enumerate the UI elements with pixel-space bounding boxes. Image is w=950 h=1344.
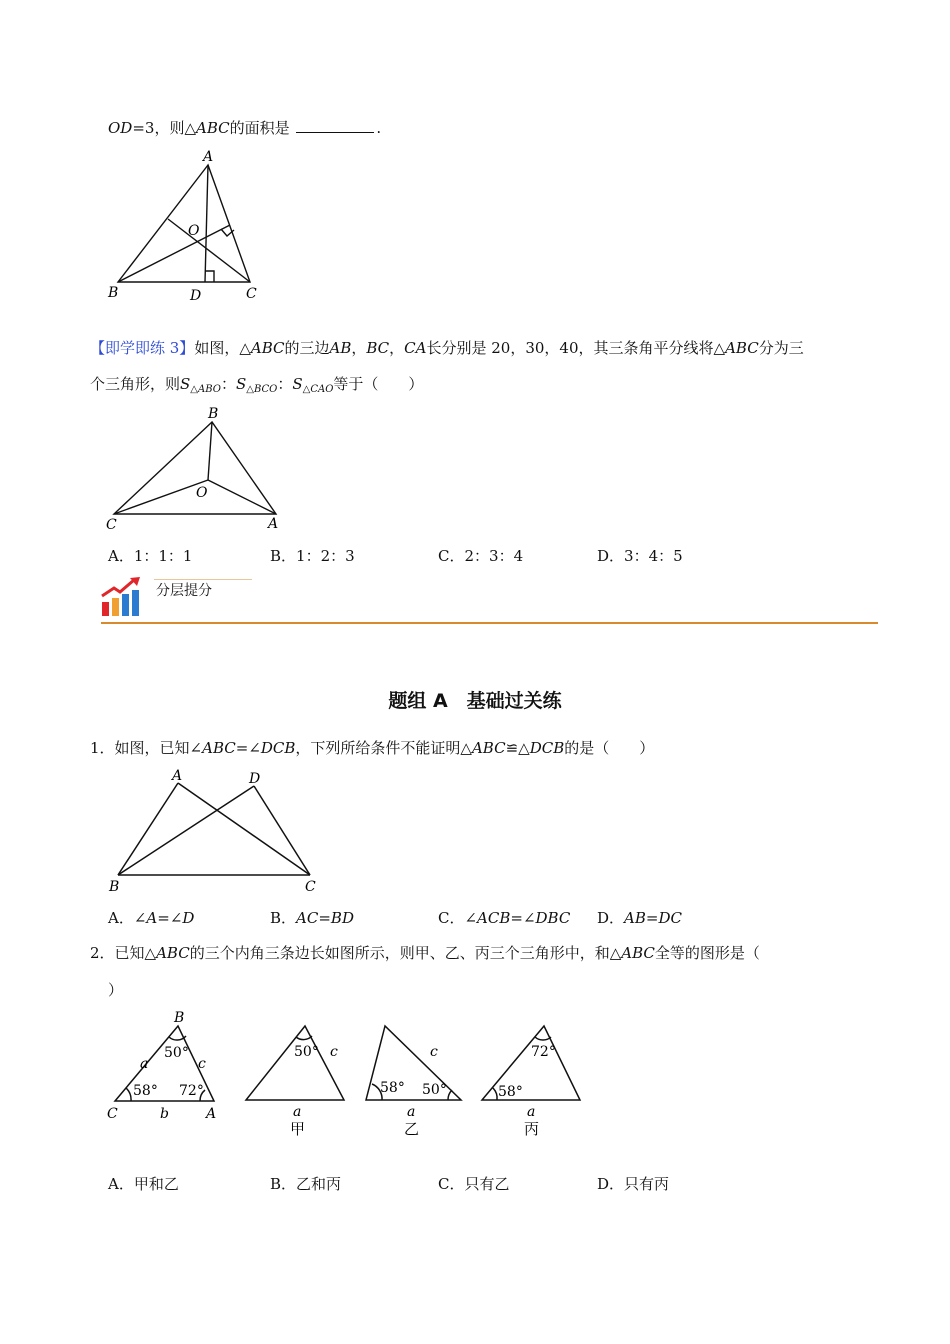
q1-option-b[interactable]: B．AC=BD	[270, 909, 354, 927]
section-divider	[101, 622, 878, 624]
label-a: A	[268, 516, 279, 532]
label-name-jia: 甲	[290, 1120, 306, 1138]
triangle-abc	[118, 165, 250, 282]
triangle-bca	[114, 422, 276, 514]
label-side-a-jia: a	[293, 1104, 302, 1120]
label-side-c: c	[198, 1056, 206, 1072]
label-side-a-yi: a	[407, 1104, 416, 1120]
label-angle-a: 72°	[179, 1083, 204, 1099]
section-title: 题组 A 基础过关练	[388, 690, 562, 712]
label-name-yi: 乙	[404, 1120, 420, 1138]
triangle-jia	[246, 1026, 344, 1100]
label-c: C	[107, 1106, 118, 1122]
label-c: C	[246, 286, 257, 302]
badge-label: 分层提分	[156, 583, 212, 599]
angle-arc-c	[126, 1088, 131, 1101]
label-c: C	[106, 517, 117, 533]
label-angle1-bing: 72°	[531, 1044, 556, 1060]
q1-option-d[interactable]: D．AB=DC	[597, 909, 682, 927]
angle-arc-yi-right	[448, 1090, 452, 1100]
label-angle2-bing: 58°	[498, 1084, 523, 1100]
practice3-option-d[interactable]: D．3：4：5	[597, 547, 683, 565]
triangle-bing	[482, 1026, 580, 1100]
practice3-tag: 【即学即练 3】	[90, 339, 195, 357]
segment-bd	[118, 786, 254, 875]
label-side-b: b	[160, 1106, 169, 1122]
angle-arc-jia	[296, 1036, 312, 1040]
label-o: O	[196, 485, 208, 501]
label-angle-c: 58°	[133, 1083, 158, 1099]
label-angle-jia: 50°	[294, 1044, 319, 1060]
label-side-c-jia: c	[330, 1044, 338, 1060]
label-a: A	[206, 1106, 217, 1122]
label-name-bing: 丙	[524, 1120, 540, 1138]
q1-option-c[interactable]: C．∠ACB=∠DBC	[438, 909, 571, 927]
figure-triangle-od	[100, 145, 280, 310]
segment-dc	[254, 786, 310, 875]
figure-yi	[360, 1018, 470, 1140]
label-b: B	[174, 1010, 185, 1026]
label-c: C	[305, 879, 316, 895]
q2-option-b[interactable]: B．乙和丙	[270, 1175, 342, 1193]
label-side-c-yi: c	[430, 1044, 438, 1060]
q2-option-a[interactable]: A．甲和乙	[108, 1175, 179, 1193]
answer-blank	[296, 118, 374, 133]
segment-ac	[178, 783, 310, 875]
label-d: D	[190, 288, 202, 304]
practice3-option-c[interactable]: C．2：3：4	[438, 547, 524, 565]
q1-option-a[interactable]: A．∠A=∠D	[108, 909, 195, 927]
label-angle-b: 50°	[164, 1045, 189, 1061]
angle-arc-bing-top	[535, 1037, 551, 1040]
right-angle-mark-d	[205, 271, 214, 282]
badge-underline	[154, 579, 252, 580]
practice3-option-b[interactable]: B．1：2：3	[270, 547, 355, 565]
q2-stem-line2: ）	[108, 981, 124, 999]
practice3-line2: 个三角形，则$S_{\triangle ABO}$：$S_{\triangle BCO}$：$S_{\triangle CAO}$等于（ ）	[90, 375, 424, 395]
figure-crossed-triangles	[100, 764, 330, 896]
segment-bo	[208, 422, 212, 480]
q2-stem-line1: 2．已知△ABC的三个内角三条边长如图所示，则甲、乙、丙三个三角形中，和△ABC全等的图形是（	[90, 944, 760, 962]
figure-triangle-abc	[100, 1006, 230, 1122]
label-b: B	[208, 406, 219, 422]
label-b: B	[109, 879, 120, 895]
figure-jia	[240, 1018, 355, 1140]
segment-ba	[118, 783, 178, 875]
label-angle1-yi: 58°	[380, 1080, 405, 1096]
practice3-option-a[interactable]: A．1：1：1	[108, 547, 193, 565]
label-o: O	[188, 223, 200, 239]
segment-ao	[208, 480, 276, 514]
label-side-a-bing: a	[527, 1104, 536, 1120]
q1-stem: 1．如图，已知∠ABC=∠DCB，下列所给条件不能证明△ABC≌△DCB的是（ ）	[90, 739, 655, 757]
label-angle2-yi: 50°	[422, 1082, 447, 1098]
label-b: B	[108, 285, 119, 301]
prev-question-line: OD=3，则△ABC的面积是 .	[108, 119, 382, 137]
label-a: A	[172, 768, 183, 784]
figure-angle-bisectors	[100, 402, 290, 534]
practice3-line1: 【即学即练 3】如图，△ABC的三边AB，BC，CA长分别是 20，30，40，其三条角平分线将△ABC分为三	[90, 339, 804, 357]
q2-option-c[interactable]: C．只有乙	[438, 1175, 510, 1193]
figure-bing	[476, 1018, 591, 1140]
label-d: D	[249, 771, 261, 787]
altitude-ad	[205, 165, 208, 282]
angle-arc-bing-left	[493, 1088, 497, 1100]
score-up-icon	[100, 576, 146, 620]
label-a: A	[203, 149, 214, 165]
q2-option-d[interactable]: D．只有丙	[597, 1175, 670, 1193]
segment-co	[114, 480, 208, 514]
label-side-a: a	[140, 1056, 149, 1072]
